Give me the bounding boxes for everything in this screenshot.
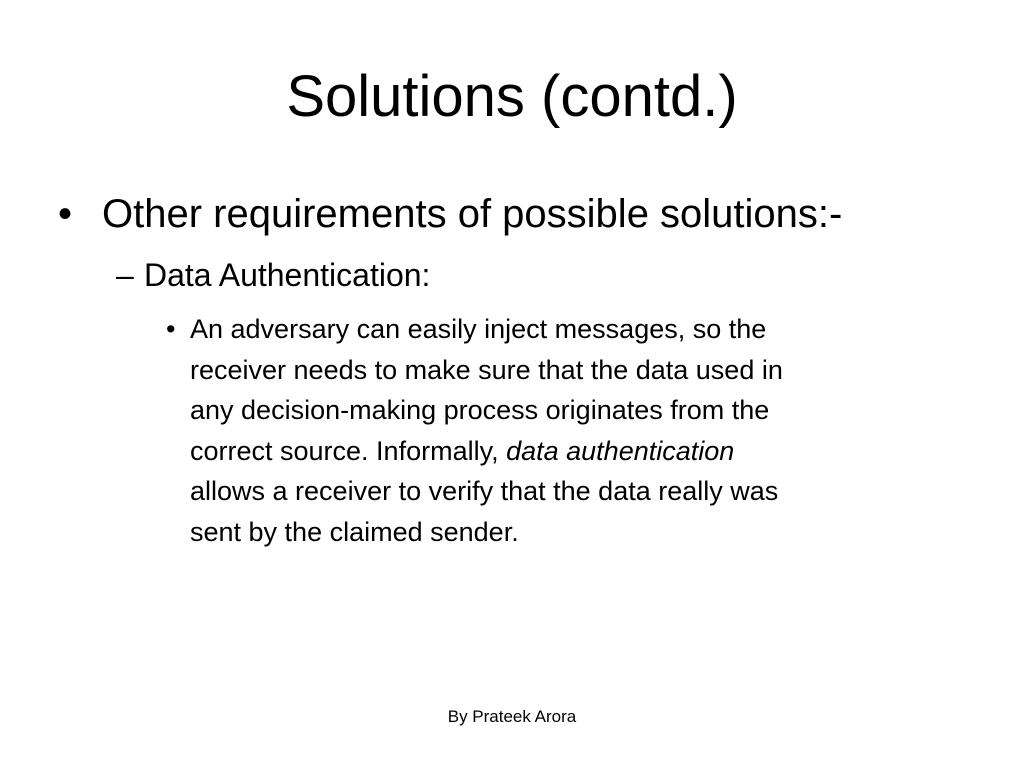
paragraph [190, 309, 960, 552]
paragraph-line-4 [190, 431, 960, 472]
bullet-text: Other requirements of possible solutions:- [102, 192, 843, 236]
slide-footer: By Prateek Arora [447, 707, 577, 726]
paragraph-line-1: An adversary can easily inject messages, so the [190, 314, 767, 344]
bullet-marker: • [58, 192, 73, 236]
paragraph-line-5: allows a receiver to verify that the data really was [190, 476, 779, 506]
sub-bullet-text: Data Authentication: [144, 257, 431, 293]
dash-marker: – [116, 257, 134, 293]
italic-term: data authentication [506, 435, 735, 466]
paragraph-line-2: receiver needs to make sure that the data used in [190, 354, 783, 385]
slide-title: Solutions (contd.) [286, 64, 738, 129]
paragraph-line-3: any decision-making process originates from the [190, 395, 770, 425]
paragraph-text: correct source. Informally, [190, 435, 507, 466]
paragraph-line-6: sent by the claimed sender. [190, 516, 519, 547]
bullet-marker-small: • [166, 314, 176, 344]
